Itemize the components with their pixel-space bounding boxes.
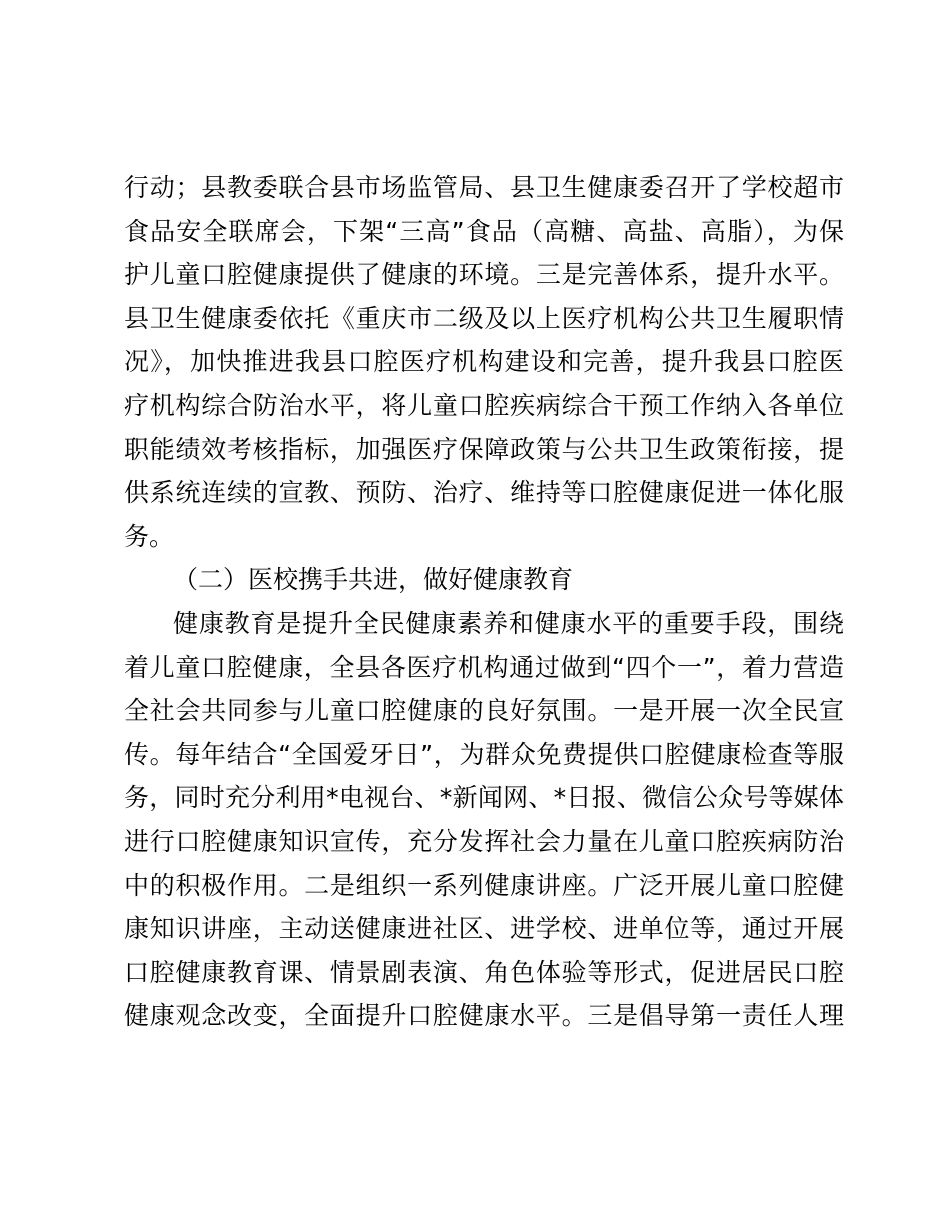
text-line: 全社会共同参与儿童口腔健康的良好氛围。一是开展一次全民宣 <box>124 696 844 726</box>
text-line: 职能绩效考核指标，加强医疗保障政策与公共卫生政策衔接，提 <box>124 434 844 464</box>
text-line: 况》，加快推进我县口腔医疗机构建设和完善，提升我县口腔医 <box>124 347 844 377</box>
text-line: 中的积极作用。二是组织一系列健康讲座。广泛开展儿童口腔健 <box>124 870 844 900</box>
text-line: 食品安全联席会，下架“三高”食品（高糖、高盐、高脂），为保 <box>124 216 844 246</box>
text-line: 护儿童口腔健康提供了健康的环境。三是完善体系，提升水平。 <box>124 260 844 290</box>
text-line: 务。 <box>124 521 175 551</box>
text-line: 供系统连续的宣教、预防、治疗、维持等口腔健康促进一体化服 <box>124 478 844 508</box>
text-line: 传。每年结合“全国爱牙日”，为群众免费提供口腔健康检查等服 <box>124 739 844 769</box>
text-line: 行动；县教委联合县市场监管局、县卫生健康委召开了学校超市 <box>124 173 844 202</box>
text-line: 着儿童口腔健康，全县各医疗机构通过做到“四个一”，着力营造 <box>124 652 844 682</box>
body-text <box>124 166 844 1038</box>
text-line: 口腔健康教育课、情景剧表演、角色体验等形式，促进居民口腔 <box>124 957 844 987</box>
text-line: 进行口腔健康知识宣传，充分发挥社会力量在儿童口腔疾病防治 <box>124 826 844 856</box>
section-heading: （二）医校携手共进，做好健康教育 <box>173 565 574 595</box>
text-line: 疗机构综合防治水平，将儿童口腔疾病综合干预工作纳入各单位 <box>124 390 844 420</box>
text-line: 健康教育是提升全民健康素养和健康水平的重要手段，围绕 <box>173 608 844 638</box>
text-line: 健康观念改变，全面提升口腔健康水平。三是倡导第一责任人理 <box>124 1001 844 1031</box>
text-line: 康知识讲座，主动送健康进社区、进学校、进单位等，通过开展 <box>124 914 844 944</box>
text-line: 务，同时充分利用*电视台、*新闻网、*日报、微信公众号等媒体 <box>124 783 844 813</box>
text-line: 县卫生健康委依托《重庆市二级及以上医疗机构公共卫生履职情 <box>124 303 844 333</box>
